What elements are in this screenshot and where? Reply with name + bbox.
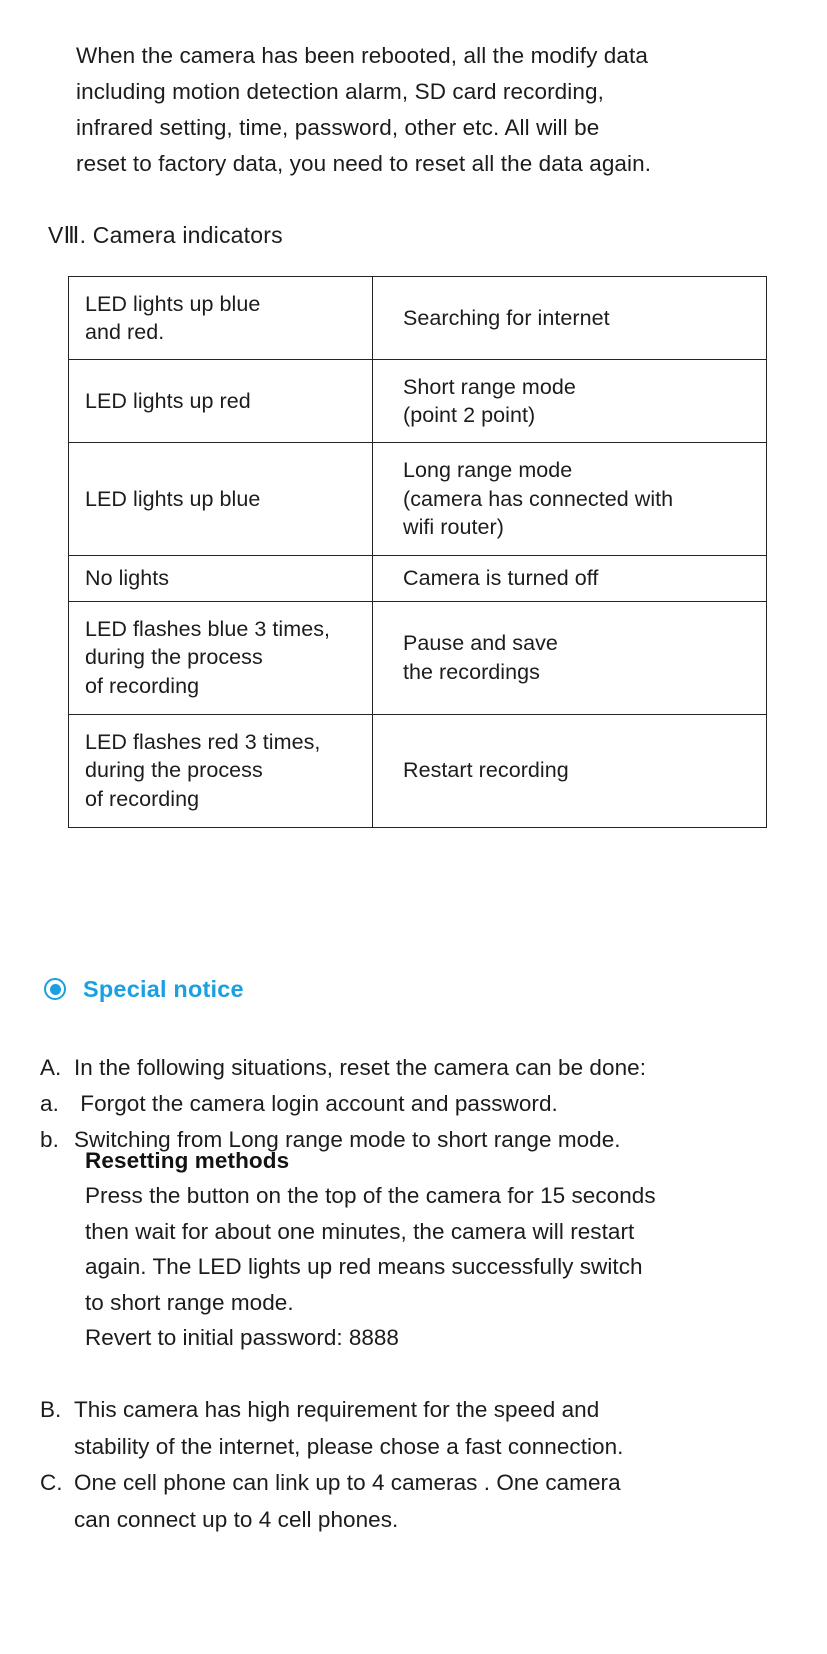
cell-line: Short range mode bbox=[403, 374, 576, 399]
cell-line: Pause and save bbox=[403, 631, 558, 655]
resetting-methods-body bbox=[85, 1178, 765, 1320]
intro-line: infrared setting, time, password, other etc. All will be bbox=[76, 115, 600, 140]
indicator-condition-cell bbox=[69, 714, 373, 827]
cell-line: and red. bbox=[85, 320, 165, 344]
cell-line: LED lights up blue bbox=[85, 291, 261, 316]
indicator-condition-cell bbox=[69, 360, 373, 443]
cell-line: during the process bbox=[85, 645, 263, 670]
cell-line: of recording bbox=[85, 786, 200, 811]
indicator-condition-cell bbox=[69, 601, 373, 714]
resetting-methods-title: Resetting methods bbox=[85, 1148, 290, 1173]
intro-line: reset to factory data, you need to reset all the data again. bbox=[76, 151, 652, 176]
list-marker: a. bbox=[40, 1091, 59, 1116]
cell-line: (camera has connected with bbox=[403, 486, 674, 511]
indicator-condition-cell bbox=[69, 277, 373, 360]
table-row bbox=[69, 443, 767, 556]
list-line: can connect up to 4 cell phones. bbox=[74, 1506, 399, 1532]
list-marker: B. bbox=[40, 1397, 62, 1422]
list-text bbox=[74, 1392, 790, 1465]
table-row bbox=[69, 360, 767, 443]
list-marker: A. bbox=[40, 1055, 62, 1080]
indicator-meaning-cell bbox=[373, 601, 767, 714]
section-heading: VⅢ. Camera indicators bbox=[48, 222, 283, 248]
notice-list-first bbox=[40, 1050, 780, 1158]
indicator-condition-cell bbox=[69, 556, 373, 602]
list-line: In the following situations, reset the camera can be done: bbox=[74, 1055, 646, 1080]
table-row bbox=[69, 556, 767, 602]
revert-password-line: Revert to initial password: 8888 bbox=[85, 1325, 399, 1350]
cell-line: the recordings bbox=[403, 659, 540, 684]
resetting-methods-block bbox=[85, 1144, 765, 1356]
indicator-meaning-cell bbox=[373, 277, 767, 360]
intro-paragraph bbox=[76, 38, 748, 182]
camera-indicators-table bbox=[68, 276, 767, 828]
list-line: Switching from Long range mode to short range mode. bbox=[74, 1127, 621, 1152]
indicator-meaning-cell bbox=[373, 714, 767, 827]
cell-line: Long range mode bbox=[403, 458, 573, 483]
indicator-condition-cell bbox=[69, 443, 373, 556]
cell-line: (point 2 point) bbox=[403, 403, 536, 427]
cell-line: LED flashes blue 3 times, bbox=[85, 616, 331, 641]
cell-line: during the process bbox=[85, 758, 263, 783]
list-text bbox=[74, 1465, 790, 1538]
list-marker: b. bbox=[40, 1127, 59, 1152]
table-row bbox=[69, 601, 767, 714]
cell-line: LED lights up red bbox=[85, 388, 251, 413]
special-notice-heading bbox=[44, 976, 244, 1002]
indicator-meaning-cell bbox=[373, 556, 767, 602]
table-row bbox=[69, 277, 767, 360]
cell-line: of recording bbox=[85, 673, 200, 698]
body-line: again. The LED lights up red means successfully switch bbox=[85, 1254, 643, 1279]
list-line: Forgot the camera login account and password. bbox=[74, 1091, 558, 1116]
body-line: then wait for about one minutes, the camera will restart bbox=[85, 1218, 635, 1244]
table-row bbox=[69, 714, 767, 827]
body-line: Press the button on the top of the camera for 15 seconds bbox=[85, 1183, 656, 1208]
list-line: stability of the internet, please chose a fast connection. bbox=[74, 1433, 624, 1459]
cell-line: LED lights up blue bbox=[85, 486, 261, 511]
list-marker: C. bbox=[40, 1470, 63, 1495]
notice-list-second bbox=[40, 1392, 790, 1538]
list-item bbox=[40, 1050, 780, 1086]
list-text bbox=[74, 1086, 780, 1122]
list-text bbox=[74, 1050, 780, 1086]
indicator-meaning-cell bbox=[373, 360, 767, 443]
cell-line: Restart recording bbox=[403, 758, 569, 783]
special-notice-title: Special notice bbox=[83, 976, 244, 1002]
list-item bbox=[40, 1392, 790, 1465]
body-line: to short range mode. bbox=[85, 1289, 294, 1315]
cell-line: Camera is turned off bbox=[403, 566, 599, 590]
cell-line: No lights bbox=[85, 566, 170, 590]
radio-dot-icon bbox=[44, 978, 66, 1000]
cell-line: LED flashes red 3 times, bbox=[85, 729, 321, 754]
intro-line: including motion detection alarm, SD card recording, bbox=[76, 79, 604, 104]
list-line: One cell phone can link up to 4 cameras . One camera bbox=[74, 1470, 621, 1495]
list-item bbox=[40, 1465, 790, 1538]
cell-line: wifi router) bbox=[403, 515, 504, 540]
list-item bbox=[40, 1086, 780, 1122]
cell-line: Searching for internet bbox=[403, 305, 610, 330]
list-line: This camera has high requirement for the speed and bbox=[74, 1397, 600, 1422]
indicator-meaning-cell bbox=[373, 443, 767, 556]
intro-line: When the camera has been rebooted, all the modify data bbox=[76, 43, 648, 68]
